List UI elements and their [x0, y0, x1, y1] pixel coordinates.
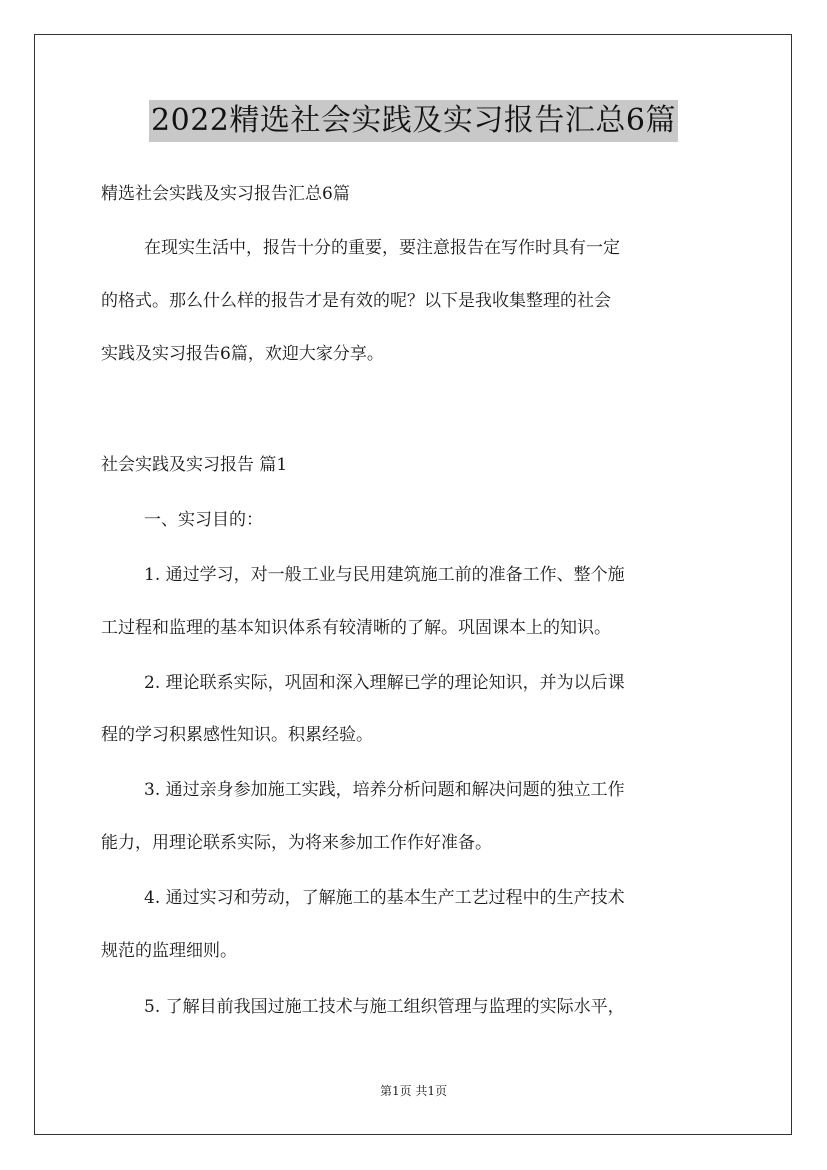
- list-item-line: 工过程和监理的基本知识体系有较清晰的了解。巩固课本上的知识。: [101, 618, 611, 638]
- section-heading: 社会实践及实习报告 篇1: [101, 455, 288, 475]
- list-item-line: 4. 通过实习和劳动，了解施工的基本生产工艺过程中的生产技术: [144, 888, 625, 908]
- list-item-line: 2. 理论联系实际，巩固和深入理解已学的理论知识，并为以后课: [144, 673, 625, 693]
- intro-line: 在现实生活中，报告十分的重要，要注意报告在写作时具有一定: [144, 238, 620, 258]
- list-item-line: 5. 了解目前我国过施工技术与施工组织管理与监理的实际水平，: [144, 997, 625, 1017]
- document-subtitle: 精选社会实践及实习报告汇总6篇: [101, 184, 350, 204]
- title-wrap: [0, 100, 827, 142]
- document-title: 2022精选社会实践及实习报告汇总6篇: [149, 100, 678, 142]
- list-item-line: 3. 通过亲身参加施工实践，培养分析问题和解决问题的独立工作: [144, 780, 625, 800]
- intro-line: 的格式。那么什么样的报告才是有效的呢？以下是我收集整理的社会: [101, 291, 611, 311]
- page-footer: 第1页 共1页: [379, 1084, 448, 1098]
- list-item-line: 程的学习积累感性知识。积累经验。: [101, 725, 373, 745]
- list-item-line: 能力，用理论联系实际，为将来参加工作作好准备。: [101, 833, 492, 853]
- list-item-line: 规范的监理细则。: [101, 941, 237, 961]
- list-item-line: 1. 通过学习，对一般工业与民用建筑施工前的准备工作、整个施: [144, 565, 625, 585]
- purpose-heading: 一、实习目的：: [144, 510, 263, 530]
- intro-line: 实践及实习报告6篇，欢迎大家分享。: [101, 344, 384, 364]
